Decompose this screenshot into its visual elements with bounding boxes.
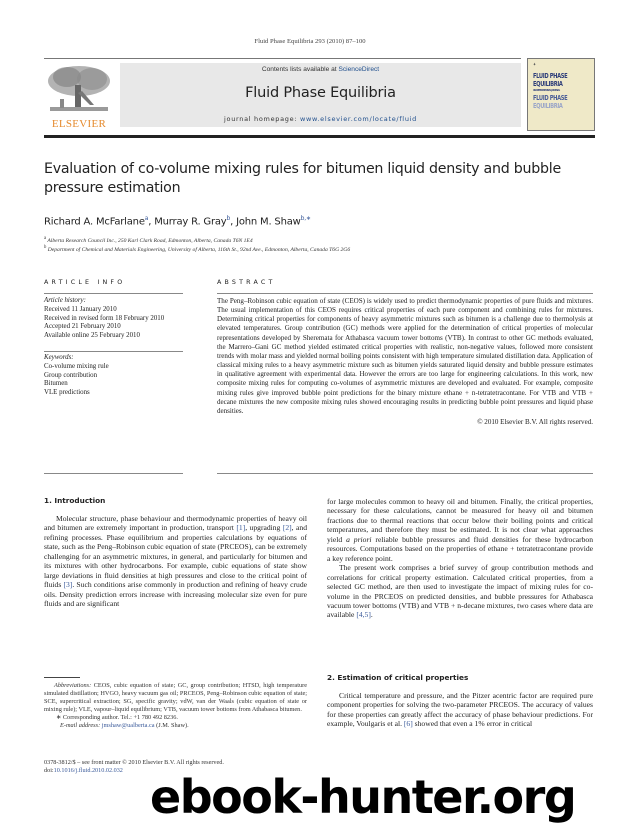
footnote-rule — [44, 677, 80, 678]
history-label: Article history: — [44, 297, 86, 304]
keyword: Group contribution — [44, 371, 98, 379]
divider — [44, 473, 183, 474]
author-name: Richard A. McFarlane — [44, 216, 145, 228]
body-text: , and refining processes. Phase equilibrium and properties calculations by equations of state, such as the Peng–Robinson cubic equation of state (PRCEOS), can be extremely challenging for an asymmetric mixtures, in general, and particularly for bitumen and its mixtures with other hydrocarbons. For example, cubic equations of state show large deviations in fluid densities at high pressures and close to the critical point of fluids — [44, 523, 307, 590]
affiliation-text: Alberta Research Council Inc., 250 Karl Clark Road, Edmonton, Alberta, Canada T6N 1E4 — [47, 237, 253, 244]
cover-title-line: EQUILIBRIA — [533, 101, 563, 110]
homepage-link[interactable]: www.elsevier.com/locate/fluid — [299, 115, 417, 123]
journal-name: Fluid Phase Equilibria — [245, 85, 396, 101]
header-rule — [44, 58, 521, 59]
abstract-heading: ABSTRACT — [217, 279, 276, 286]
author-affiliation-mark[interactable]: b — [226, 215, 231, 222]
cover-subtitle: AN INTERNATIONAL JOURNAL — [533, 88, 560, 92]
contents-prefix: Contents lists available at — [261, 66, 339, 73]
body-text: . Such conditions arise commonly in production and refining of heavy crude oils. Density prediction errors increase with increasing molecular size even for pure fluids and are significant — [44, 580, 307, 609]
author-affiliation-mark[interactable]: a — [144, 215, 149, 222]
abstract-text: The Peng–Robinson cubic equation of state (CEOS) is widely used to predict thermodynamic properties of pure fluids and mixtures. The usual implementation of this CEOS requires critical properties of each pure component and combining rules for mixtures. Determining critical properties for components of heavy asymmetric mixtures such as bitumen is a challenge due to thermolysis at elevated temperatures. Group contribution (GC) methods were applied for the determination of critical properties of molecular representations developed by Sheremata for Athabasca vacuum tower bottoms (VTB). In contrast to other GC methods evaluated, the Marrero–Gani GC method yielded estimated critical properties with realistic, non-negative values, followed more consistent trends with molar mass and yielded normal boiling points consistent with high temperature simulated distillation data. Application of classical mixing rules to a heavy asymmetric mixture such as bitumen yields saturated liquid density and bubble pressure estimates in qualitative agreement with experimental data. However the errors are too large for engineering calculations. In this work, new composite mixing rules for computing co-volumes of asymmetric mixtures are developed and evaluated. For example, composite mixing rules give improved bubble point predictions for the binary mixture ethane + n-tetratetracontane. For VTB and VTB + decane mixtures the new composite mixing rules showed encouraging results in predicting bubble point pressures and liquid phase densities. — [217, 297, 593, 415]
affiliation — [44, 236, 253, 244]
divider — [217, 293, 593, 294]
keyword: VLE predictions — [44, 389, 90, 397]
masthead-bottom-rule — [44, 135, 595, 138]
abbreviations-footnote — [44, 682, 307, 714]
journal-cover-thumbnail — [527, 58, 595, 131]
body-text: showed that even a 1% error in critical — [412, 719, 533, 729]
watermark: ebook-hunter.org — [150, 770, 576, 824]
divider — [44, 351, 183, 352]
body-text: Critical temperature and pressure, and the Pitzer acentric factor are required pure component properties for solving the two-parameter PRCEOS. The accuracy of values for these properties can greatly affect the accuracy of phase behaviour predictions. For example, Voulgaris et al. — [327, 691, 593, 729]
abstract-copyright: © 2010 Elsevier B.V. All rights reserved. — [477, 418, 593, 427]
section-2-paragraph — [327, 691, 593, 729]
corresponding-author-footnote: ∗ Corresponding author. Tel.: +1 780 492 8236. — [56, 713, 178, 721]
keyword: Bitumen — [44, 380, 68, 388]
body-text: Molecular structure, phase behaviour and thermodynamic properties of heavy oil and bitumen are extremely important in production, transport — [44, 514, 307, 533]
right-column-text — [327, 497, 593, 620]
abbreviations-text: CEOS, cubic equation of state; GC, group contribution; HTSD, high temperature simulated distillation; HVGO, heavy vacuum gas oil; PRCEOS, Peng–Robinson cubic equation of state; SCE, supercritical extraction; SG, specific gravity; vdW, van der Waals (cubic equation of state or mixing rule); VLE, vapour–liquid equilibrium; VTB, vacuum tower bottoms from Athabasca bitumen. — [44, 682, 307, 713]
history-item: Received 11 January 2010 — [44, 305, 117, 313]
affiliation-mark: a — [44, 236, 47, 241]
section-heading-critical-properties: 2. Estimation of critical properties — [327, 673, 469, 682]
divider — [44, 293, 183, 294]
doi-label: doi: — [44, 767, 54, 774]
citation-link[interactable]: [3] — [63, 580, 73, 590]
keywords-label: Keywords: — [44, 354, 74, 361]
running-head: Fluid Phase Equilibria 293 (2010) 87–100 — [254, 38, 366, 45]
article-title: Evaluation of co-volume mixing rules for bitumen liquid density and bubble pressure estimation — [44, 161, 561, 196]
affiliation-mark: b — [44, 245, 47, 250]
introduction-paragraph — [44, 514, 307, 609]
affiliation-text: Department of Chemical and Materials Engineering, University of Alberta, 116th St., 92nd Ave., Edmonton, Alberta, Canada T6G 2G6 — [47, 246, 351, 253]
body-text: for large molecules common to heavy oil and bitumen. Finally, the critical properties, necessary for these calculations, cannot be measured for heavy oil and bitumen fractions due to thermal reactions that occur below their boiling points and critical temperatures, and therefore they must be estimated. It is not clear what approaches yield — [327, 497, 593, 544]
tree-icon — [42, 63, 116, 115]
body-text: , upgrading — [245, 523, 283, 533]
citation-link[interactable]: [4,5] — [356, 610, 371, 620]
email-link[interactable]: jmshaw@ualberta.ca — [101, 721, 155, 729]
body-text: . — [370, 610, 373, 620]
email-suffix: (J.M. Shaw). — [154, 721, 189, 729]
footnotes — [44, 682, 307, 729]
email-label: E-mail address: — [60, 721, 102, 729]
cover-title-line: FLUID PHASE — [533, 93, 568, 102]
abstract-body — [217, 297, 593, 427]
issn-line: 0378-3812/$ – see front matter © 2010 Elsevier B.V. All rights reserved. — [44, 759, 224, 766]
cover-title-line: EQUILIBRIA — [533, 79, 563, 88]
body-text-italic: a priori — [346, 534, 372, 544]
divider — [217, 473, 593, 474]
citation-link[interactable]: [2] — [282, 523, 292, 533]
keyword: Co-volume mixing rule — [44, 362, 109, 370]
cover-publisher-icon: ✦ — [533, 62, 536, 68]
author-list: Richard A. McFarlane$^a$, Murray R. Gray$^b$, John M. Shaw$^{b,∗}$ — [44, 215, 311, 228]
sciencedirect-link[interactable]: ScienceDirect — [338, 66, 380, 73]
author-name: John M. Shaw — [236, 216, 301, 228]
body-text: The present work comprises a brief survey of group contribution methods and correlations for critical property estimation. Calculated critical properties, from a selected GC method, are then used to investigate the impact of mixing rules for co-volume in the PRCEOS on predicted densities, and bubble pressures for Athabasca vacuum tower bottoms (VTB) and VTB + n-decane mixtures, two cases where data are available — [327, 563, 593, 620]
homepage-label: journal homepage: — [224, 115, 300, 123]
keywords — [44, 354, 184, 398]
article-history — [44, 297, 184, 341]
body-text: reliable bubble pressures and fluid densities for these hydrocarbon resources. Computations based on the properties of ethane + tetratetracontane provide a key reference point. — [327, 534, 593, 563]
author-name: Murray R. Gray — [154, 216, 227, 228]
doi-link[interactable]: 10.1016/j.fluid.2010.02.032 — [53, 767, 123, 774]
abbreviations-label: Abbreviations: — [54, 682, 92, 689]
email-footnote — [44, 722, 307, 730]
article-info-heading: ARTICLE INFO — [44, 279, 126, 286]
history-item: Available online 25 February 2010 — [44, 332, 140, 340]
affiliation — [44, 245, 350, 253]
section-heading-introduction: 1. Introduction — [44, 496, 106, 505]
history-item: Received in revised form 18 February 2010 — [44, 314, 165, 322]
contents-availability — [120, 66, 521, 73]
history-item: Accepted 21 February 2010 — [44, 323, 121, 331]
author-affiliation-mark[interactable]: b,∗ — [300, 215, 311, 222]
cover-title-line: FLUID PHASE — [533, 71, 568, 80]
citation-link[interactable]: [1] — [236, 523, 246, 533]
elsevier-wordmark: ELSEVIER — [51, 118, 107, 130]
citation-link[interactable]: [6] — [403, 719, 413, 729]
journal-homepage — [120, 115, 521, 123]
